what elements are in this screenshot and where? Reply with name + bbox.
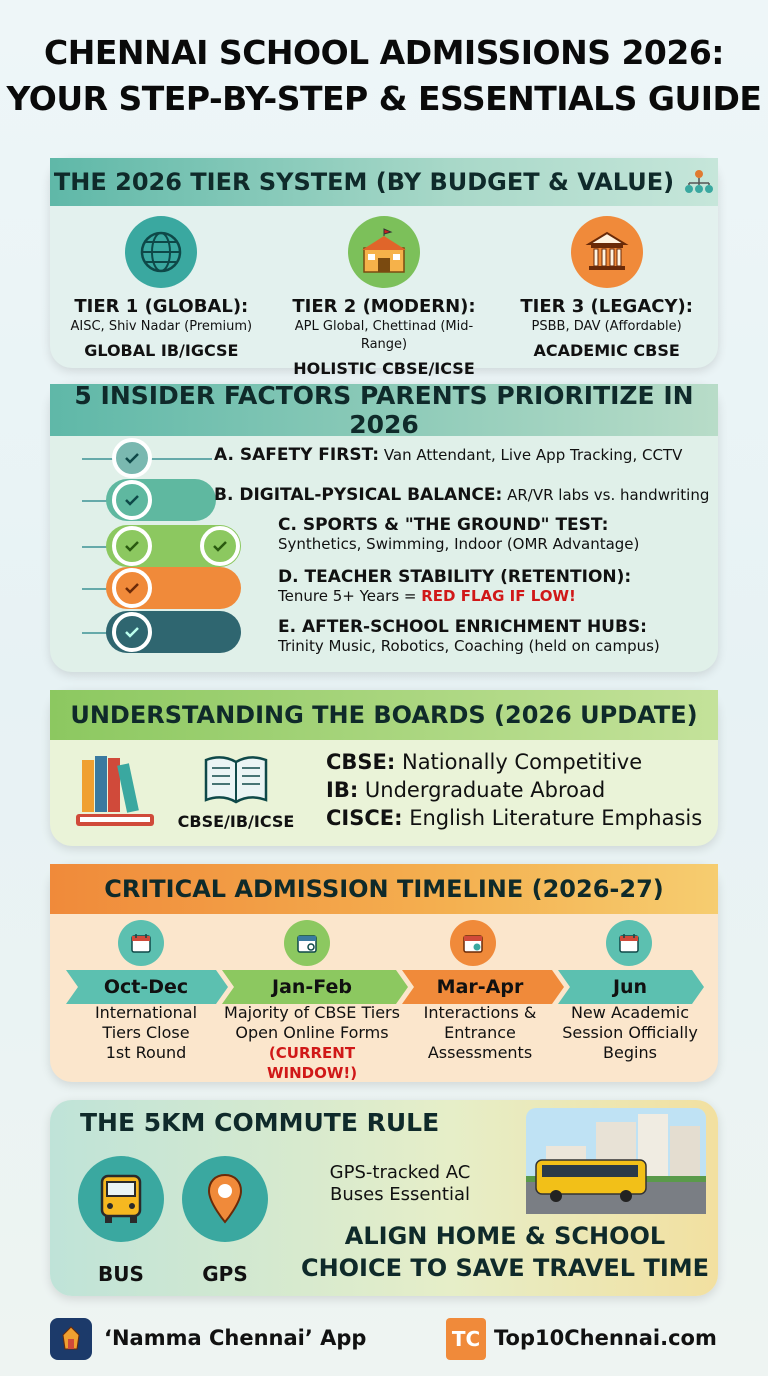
board-ib-name: IB: [326,778,359,802]
classical-building-icon [571,216,643,288]
boards-icon-label: CBSE/IB/ICSE [177,812,295,831]
board-cisce-name: CISCE: [326,806,403,830]
step-4-date: Jun [612,976,648,998]
check-icon [112,612,152,652]
title-line-2: YOUR STEP-BY-STEP & ESSENTIALS GUIDE [6,79,762,118]
open-book-icon [202,752,270,806]
factor-b-title: B. DIGITAL-PYSICAL BALANCE: [214,485,503,505]
tier-2-board: HOLISTIC CBSE/ICSE [293,359,475,378]
step-2-line-1: Majority of CBSE Tiers [224,1003,400,1022]
tier-2-examples: APL Global, Chettinad (Mid-Range) [294,319,474,352]
step-3-line-1: Interactions & [423,1003,537,1022]
tier-system-panel [50,158,718,378]
step-3-line-3: Assessments [427,1043,533,1062]
commute-heading: THE 5KM COMMUTE RULE [80,1108,440,1137]
step-1-line-2: Tiers Close [102,1023,190,1042]
top10chennai-logo-text: TC [451,1327,481,1351]
school-bus-photo [526,1108,706,1214]
check-icon [112,526,152,566]
commute-note-line-2: Buses Essential [329,1184,470,1205]
hierarchy-icon [684,169,714,195]
board-cbse [326,748,702,776]
factor-a-detail: Van Attendant, Live App Tracking, CCTV [383,446,683,464]
step-2-line-2: Open Online Forms [235,1023,389,1042]
factor-a-title: A. SAFETY FIRST: [214,445,380,465]
map-pin-icon [182,1156,268,1242]
step-2-date: Jan-Feb [272,976,352,998]
board-cbse-desc: Nationally Competitive [401,750,643,774]
tier-1-name: TIER 1 (GLOBAL): [74,296,249,317]
namma-chennai-app-icon[interactable] [50,1318,92,1360]
check-icon [112,480,152,520]
timeline-heading: CRITICAL ADMISSION TIMELINE (2026-27) [50,864,718,914]
commute-headline [300,1220,710,1284]
step-1-line-1: International [94,1003,198,1022]
board-ib-desc: Undergraduate Abroad [364,778,606,802]
globe-icon [125,216,197,288]
step-3-line-2: Entrance [444,1023,516,1042]
factor-d [278,568,631,606]
factor-e-title: E. AFTER-SCHOOL ENRICHMENT HUBS: [278,617,647,637]
factor-c-detail: Synthetics, Swimming, Indoor (OMR Advantage) [278,535,640,553]
tier-2-name: TIER 2 (MODERN): [292,296,476,317]
board-cisce-desc: English Literature Emphasis [409,806,703,830]
tier-3-name: TIER 3 (LEGACY): [520,296,693,317]
namma-chennai-app-link[interactable]: ‘Namma Chennai’ App [104,1326,367,1350]
step-1-line-3: 1st Round [105,1043,187,1062]
factors-panel [50,381,718,672]
step-4-line-1: New Academic [570,1003,690,1022]
tier-system-heading-text: THE 2026 TIER SYSTEM (BY BUDGET & VALUE) [53,168,675,196]
board-ib [326,776,702,804]
tier-3-board: ACADEMIC CBSE [533,341,680,360]
calendar-icon [606,920,652,966]
calendar-search-icon [284,920,330,966]
step-1-date: Oct-Dec [103,976,189,998]
bus-icon [78,1156,164,1242]
title-line-1: CHENNAI SCHOOL ADMISSIONS 2026: [44,33,724,72]
top10chennai-logo[interactable] [446,1318,486,1360]
commute-note [300,1162,500,1206]
tier-system-heading [50,158,718,206]
commute-headline-line-2: CHOICE TO SAVE TRAVEL TIME [300,1254,710,1282]
calendar-clock-icon [450,920,496,966]
current-window-flag: (CURRENT WINDOW!) [266,1044,358,1082]
timeline-step-1 [66,971,226,1063]
factor-d-title: D. TEACHER STABILITY (RETENTION): [278,567,632,587]
step-3-date: Mar-Apr [436,976,524,998]
tier-1-examples: AISC, Shiv Nadar (Premium) [70,319,253,334]
factor-d-detail: Tenure 5+ Years = [278,587,422,605]
board-cisce [326,804,702,832]
tier-3-card [496,216,718,384]
timeline-step-4 [550,971,710,1063]
tier-2-card [273,216,495,384]
commute-note-line-1: GPS-tracked AC [329,1162,471,1183]
red-flag-text: RED FLAG IF LOW! [421,587,576,605]
check-icon [112,438,152,478]
factor-b [214,486,709,505]
timeline-panel [50,864,718,1082]
step-4-line-3: Begins [603,1043,657,1062]
commute-headline-line-1: ALIGN HOME & SCHOOL [344,1222,666,1250]
school-building-icon [348,216,420,288]
factor-a [214,446,682,465]
gps-label: GPS [202,1262,248,1286]
factor-e [278,618,660,656]
factor-c [278,516,639,554]
books-icon [72,752,158,832]
timeline-step-2 [222,971,402,1083]
boards-list [326,748,702,832]
bus-label: BUS [98,1262,144,1286]
check-icon [112,568,152,608]
factors-heading: 5 INSIDER FACTORS PARENTS PRIORITIZE IN 2026 [50,384,718,436]
commute-panel [50,1100,718,1296]
factor-c-title: C. SPORTS & "THE GROUND" TEST: [278,515,609,535]
timeline-step-3 [400,971,560,1063]
tier-3-examples: PSBB, DAV (Affordable) [531,319,682,334]
boards-panel [50,690,718,846]
calendar-icon [118,920,164,966]
tier-1-board: GLOBAL IB/IGCSE [84,341,239,360]
step-4-line-2: Session Officially [562,1023,698,1042]
factor-e-detail: Trinity Music, Robotics, Coaching (held on campus) [278,637,660,655]
tier-1-card [50,216,272,384]
factor-b-detail: AR/VR labs vs. handwriting [507,486,710,504]
page-title [0,30,768,122]
top10chennai-site-link[interactable]: Top10Chennai.com [494,1326,717,1350]
board-cbse-name: CBSE: [326,750,396,774]
boards-heading: UNDERSTANDING THE BOARDS (2026 UPDATE) [50,690,718,740]
check-icon [200,526,240,566]
